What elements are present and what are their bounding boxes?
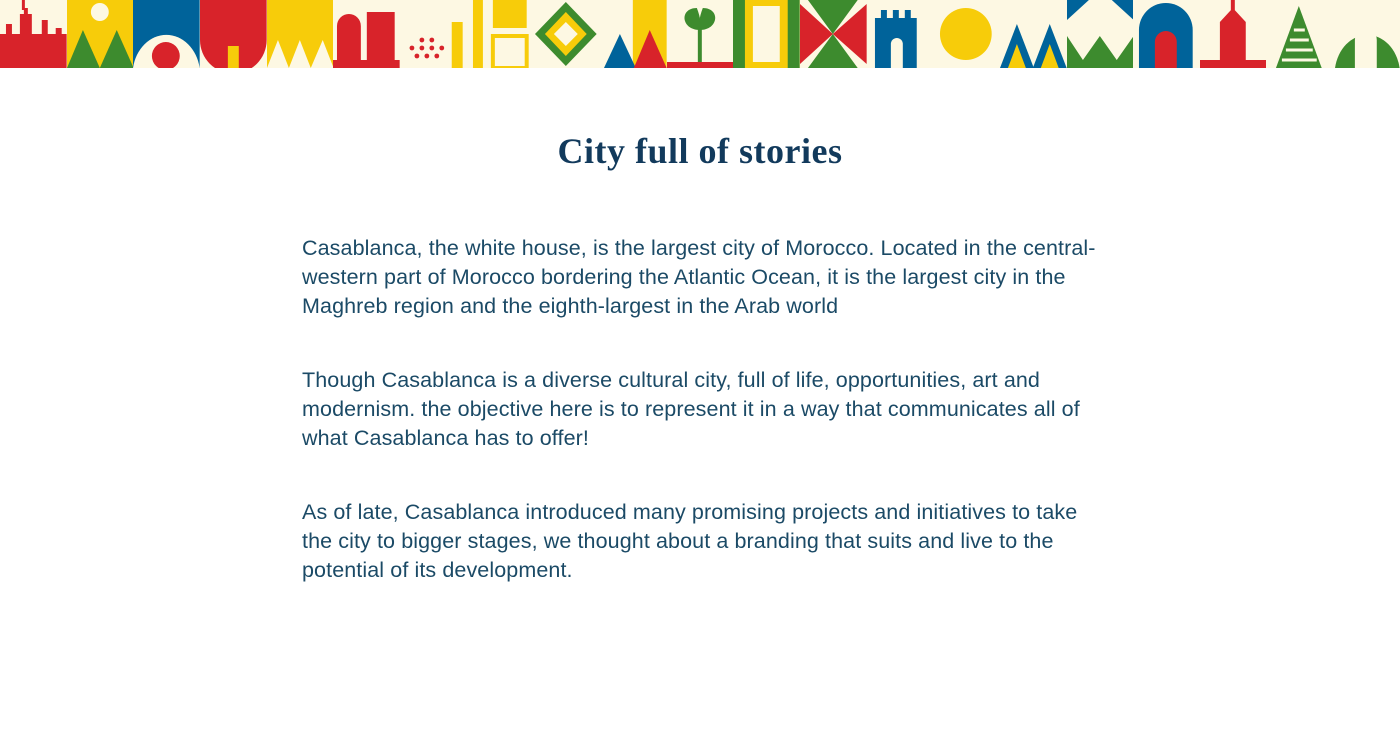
document-content: [0, 68, 1400, 585]
geometric-pattern-banner: [0, 0, 1400, 68]
tile-mountains-blue: [1000, 0, 1067, 68]
tile-arch-blue-red: [1133, 0, 1200, 68]
tile-sun-yellow: [933, 0, 1000, 68]
tile-skyline-red: [0, 0, 67, 68]
tile-pinwheel-red-green: [800, 0, 867, 68]
tile-palm-green: [1266, 0, 1333, 68]
tile-lantern-dots: [400, 0, 467, 68]
tile-triangles-yellow: [67, 0, 134, 68]
tile-diamond-green: [533, 0, 600, 68]
tile-arrows-blue-red: [600, 0, 667, 68]
body-text-block: [302, 172, 1102, 585]
tile-waves-green: [1067, 0, 1134, 68]
paragraph-2: Though Casablanca is a diverse cultural city, full of life, opportunities, art and modernism. the objective here is to represent it in a way that communicates all of what Casablanca has to offer!: [302, 368, 1080, 450]
paragraph-3: As of late, Casablanca introduced many promising projects and initiatives to take the city to bigger stages, we thought about a branding that suits and live to the potential of its development.: [302, 500, 1078, 582]
tile-arch-skyline-red: [333, 0, 400, 68]
tile-panel-white: [733, 0, 800, 68]
paragraph-1: Casablanca, the white house, is the largest city of Morocco. Located in the central-western part of Morocco bordering the Atlantic Ocean, it is the largest city in the Maghreb region and the eighth-largest in the Arab world: [302, 236, 1096, 318]
pattern-tile-row: [0, 0, 1400, 68]
tile-minaret-red: [1200, 0, 1267, 68]
tile-bar-yellow: [467, 0, 534, 68]
tile-circle-red: [200, 0, 267, 68]
tile-castle-blue: [867, 0, 934, 68]
page-title: City full of stories: [557, 131, 843, 171]
tile-dome-green: [1333, 0, 1400, 68]
tile-halfcircle-blue: [133, 0, 200, 68]
tile-zigzag-yellow: [267, 0, 334, 68]
tile-plant-green: [667, 0, 734, 68]
